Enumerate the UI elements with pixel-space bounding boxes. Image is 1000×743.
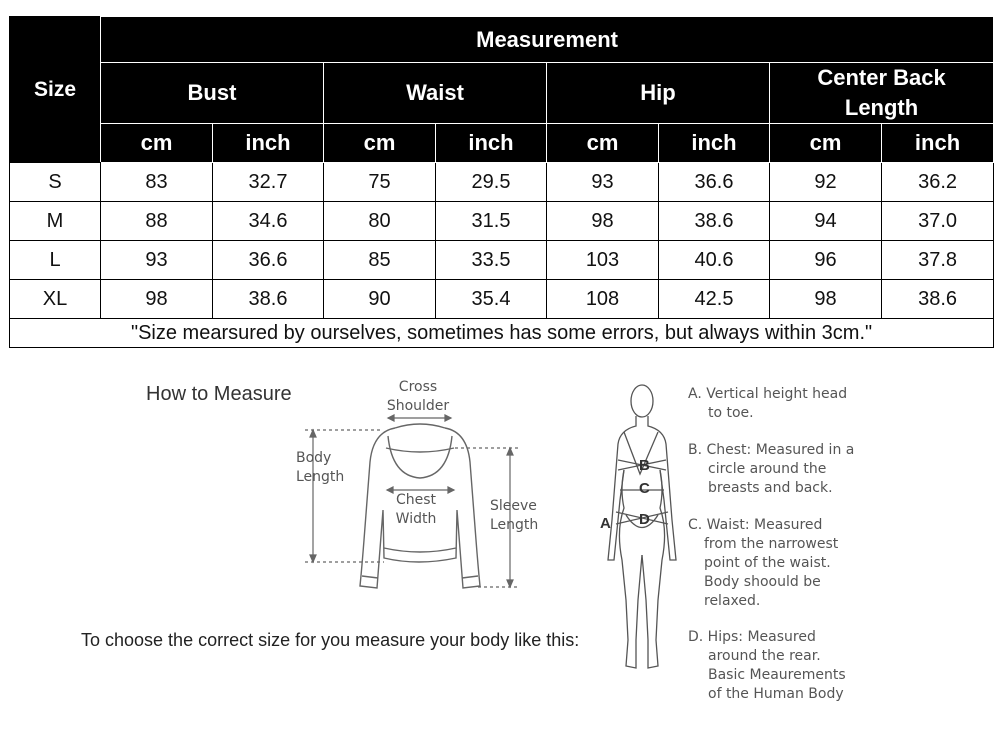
note-line: of the Human Body <box>708 686 844 702</box>
table-cell: 98 <box>770 280 882 319</box>
size-cell: S <box>10 163 101 202</box>
size-cell: L <box>10 241 101 280</box>
unit-header: cm <box>770 124 882 163</box>
table-cell: 40.6 <box>659 241 770 280</box>
table-cell: 108 <box>547 280 659 319</box>
cross-shoulder-label <box>386 378 450 416</box>
table-cell: 37.0 <box>882 202 994 241</box>
table-cell: 35.4 <box>436 280 547 319</box>
note-line: Body shoould be <box>704 574 821 590</box>
marker-b: B <box>639 457 650 474</box>
note-d <box>688 628 878 704</box>
note-line: to toe. <box>708 405 754 421</box>
table-cell: 33.5 <box>436 241 547 280</box>
body-length-label <box>296 449 344 487</box>
label-line: Sleeve <box>490 498 537 514</box>
note-line: point of the waist. <box>704 555 831 571</box>
note-c <box>688 516 878 611</box>
table-cell: 103 <box>547 241 659 280</box>
table-cell: 38.6 <box>213 280 324 319</box>
table-cell: 93 <box>101 241 213 280</box>
table-cell: 94 <box>770 202 882 241</box>
marker-c: C <box>639 480 650 497</box>
note-a <box>688 385 878 423</box>
note-line: A. Vertical height head <box>688 386 848 402</box>
table-cell: 29.5 <box>436 163 547 202</box>
table-cell: 32.7 <box>213 163 324 202</box>
unit-header: inch <box>882 124 994 163</box>
waist-header: Waist <box>324 63 547 124</box>
note-line: Basic Meaurements <box>708 667 846 683</box>
note-line: around the rear. <box>708 648 821 664</box>
how-to-measure-title: How to Measure <box>146 383 292 405</box>
marker-a: A <box>600 515 611 532</box>
chest-width-label <box>393 491 439 529</box>
table-cell: 75 <box>324 163 436 202</box>
label-line: Width <box>395 511 437 527</box>
size-cell: M <box>10 202 101 241</box>
hip-header: Hip <box>547 63 770 124</box>
table-cell: 85 <box>324 241 436 280</box>
table-cell: 88 <box>101 202 213 241</box>
label-line: Cross <box>398 379 438 395</box>
table-cell: 36.6 <box>659 163 770 202</box>
note-line: B. Chest: Measured in a <box>688 442 855 458</box>
table-cell: 31.5 <box>436 202 547 241</box>
unit-header: inch <box>659 124 770 163</box>
table-cell: 38.6 <box>882 280 994 319</box>
table-cell: 36.6 <box>213 241 324 280</box>
table-cell: 34.6 <box>213 202 324 241</box>
table-cell: 83 <box>101 163 213 202</box>
table-cell: 98 <box>547 202 659 241</box>
note-b <box>688 441 878 498</box>
unit-header: inch <box>436 124 547 163</box>
size-header: Size <box>10 17 101 163</box>
table-cell: 80 <box>324 202 436 241</box>
note-line: circle around the <box>708 461 827 477</box>
note-line: breasts and back. <box>708 480 833 496</box>
table-cell: 96 <box>770 241 882 280</box>
note-line: relaxed. <box>704 593 761 609</box>
size-cell: XL <box>10 280 101 319</box>
table-cell: 42.5 <box>659 280 770 319</box>
instruction-text: To choose the correct size for you measure your body like this: <box>81 630 580 650</box>
center-back-length-header: Center Back Length <box>770 63 994 124</box>
unit-header: cm <box>101 124 213 163</box>
label-line: Shoulder <box>386 398 450 414</box>
label-line: Length <box>490 517 539 533</box>
size-note: "Size mearsured by ourselves, sometimes has some errors, but always within 3cm." <box>10 319 994 348</box>
bust-header: Bust <box>101 63 324 124</box>
measurement-header: Measurement <box>101 17 994 63</box>
note-line: C. Waist: Measured <box>688 517 823 533</box>
label-line: Chest <box>395 492 437 508</box>
table-cell: 93 <box>547 163 659 202</box>
sleeve-length-label <box>490 497 538 535</box>
label-line: Body <box>296 450 332 466</box>
table-cell: 92 <box>770 163 882 202</box>
table-cell: 90 <box>324 280 436 319</box>
unit-header: cm <box>324 124 436 163</box>
unit-header: cm <box>547 124 659 163</box>
note-line: D. Hips: Measured <box>688 629 816 645</box>
table-cell: 98 <box>101 280 213 319</box>
marker-d: D <box>639 511 650 528</box>
table-cell: 36.2 <box>882 163 994 202</box>
table-cell: 38.6 <box>659 202 770 241</box>
label-line: Length <box>296 469 345 485</box>
table-cell: 37.8 <box>882 241 994 280</box>
note-line: from the narrowest <box>704 536 839 552</box>
unit-header: inch <box>213 124 324 163</box>
